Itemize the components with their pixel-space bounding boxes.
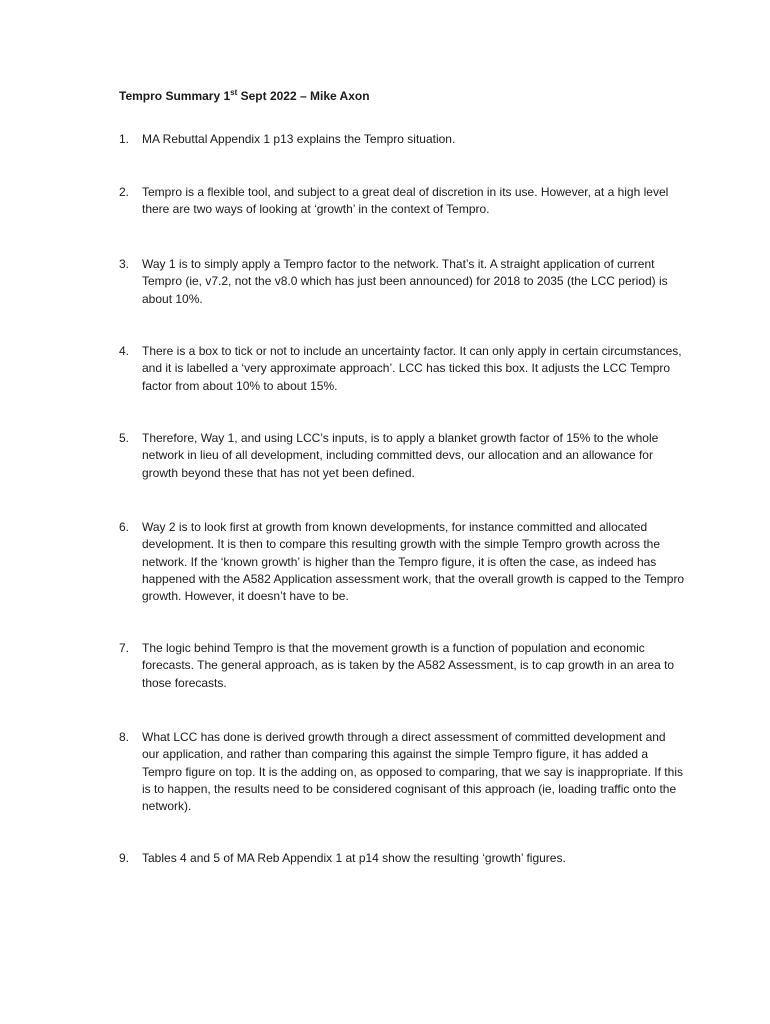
page-title	[119, 88, 370, 105]
list-item-text: Way 2 is to look first at growth from known developments, for instance committed and allocated development. It is then to compare this resulting growth with the simple Tempro growth across the network. If the ‘known growth’ is higher than the Tempro figure, it is often the case, as indeed has happened with the A582 Application assessment work, that the overall growth is capped to the Tempro growth. However, it doesn’t have to be.	[142, 520, 685, 604]
list-item-text: There is a box to tick or not to include an uncertainty factor. It can only apply in certain circumstances, and it is labelled a ‘very approximate approach’. LCC has ticked this box. It adjusts the LCC Tempro factor from about 10% to about 15%.	[142, 344, 682, 393]
list-item-number: 6.	[119, 520, 130, 534]
list-item-number: 4.	[119, 344, 130, 358]
list-item	[119, 850, 685, 867]
list-item-number: 1.	[119, 132, 130, 146]
list-item-text: What LCC has done is derived growth through a direct assessment of committed development and our application, and rather than comparing this against the simple Tempro figure, it has added a Tempro figure on top. It is the adding on, as opposed to comparing, that we say is inappropriate. If this is to happen, the results need to be considered cognisant of this approach (ie, loading traffic onto the network).	[142, 730, 683, 814]
list-item-number: 7.	[119, 641, 130, 655]
list-item	[119, 131, 685, 148]
list-item-text: MA Rebuttal Appendix 1 p13 explains the Tempro situation.	[142, 132, 456, 146]
list-item-number: 5.	[119, 431, 130, 445]
list-item	[119, 256, 685, 308]
list-item	[119, 184, 685, 219]
list-item-text: Therefore, Way 1, and using LCC’s inputs, is to apply a blanket growth factor of 15% to the whole network in lieu of all development, including committed devs, our allocation and an allowance for growth beyond these that has not yet been defined.	[142, 431, 659, 480]
list-item	[119, 343, 685, 395]
list-item	[119, 519, 685, 605]
list-item-text: The logic behind Tempro is that the movement growth is a function of population and economic forecasts. The general approach, as is taken by the A582 Assessment, is to cap growth in an area to those forecasts.	[142, 641, 675, 690]
list-item	[119, 430, 685, 482]
list-item-number: 2.	[119, 185, 130, 199]
list-item-number: 3.	[119, 257, 130, 271]
title-superscript: st	[230, 88, 238, 97]
title-prefix: Tempro Summary 1	[119, 89, 231, 103]
list-item-text: Tempro is a flexible tool, and subject to a great deal of discretion in its use. However, at a high level there are two ways of looking at ‘growth’ in the context of Tempro.	[142, 185, 669, 217]
list-item	[119, 729, 685, 815]
list-item-text: Tables 4 and 5 of MA Reb Appendix 1 at p14 show the resulting ‘growth’ figures.	[142, 851, 566, 865]
list-item-number: 9.	[119, 851, 130, 865]
list-item	[119, 640, 685, 692]
list-item-number: 8.	[119, 730, 130, 744]
title-suffix: Sept 2022 – Mike Axon	[237, 89, 370, 103]
list-item-text: Way 1 is to simply apply a Tempro factor to the network. That’s it. A straight application of current Tempro (ie, v7.2, not the v8.0 which has just been announced) for 2018 to 2035 (the LCC period) is about 10%.	[142, 257, 668, 306]
